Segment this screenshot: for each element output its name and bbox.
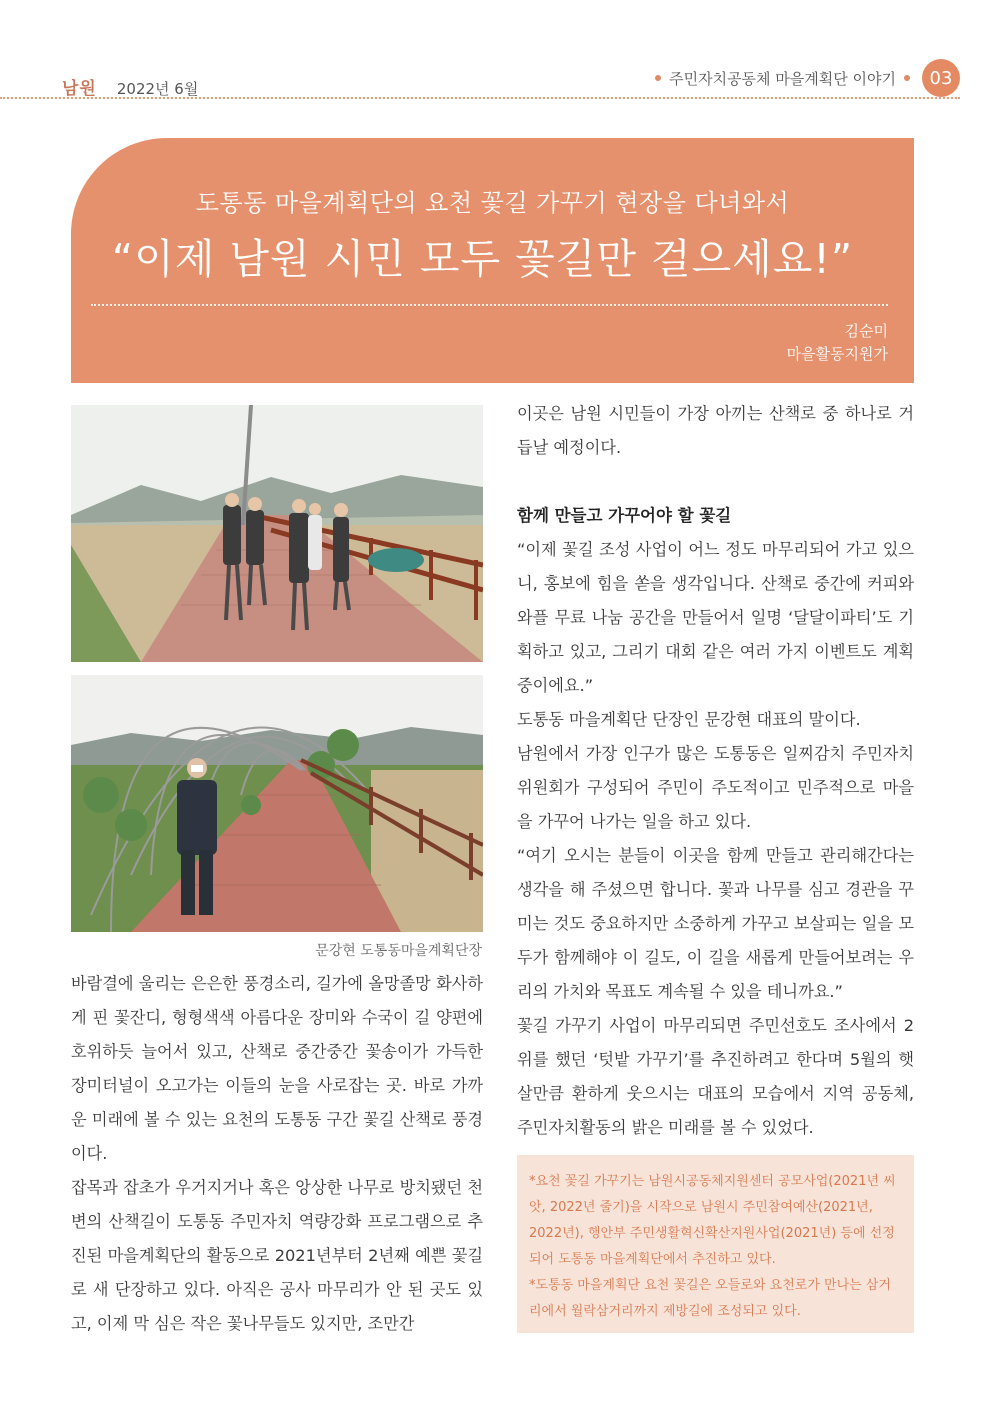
paragraph: 잡목과 잡초가 우거지거나 혹은 앙상한 나무로 방치됐던 천변의 산책길이 도통동 주민자치 역량강화 프로그램으로 추진된 마을계획단의 활동으로 2021년부터 2년째 예쁜 꽃길로 새 단장하고 있다. 아직은 공사 마무리가 안 된 곳도 있고, 이제 막 심은 작은 꽃나무들도 있지만, 조만간 bbox=[71, 1178, 483, 1333]
paragraph: 남원에서 가장 인구가 많은 도통동은 일찌감치 주민자치위원회가 구성되어 주민이 주도적이고 민주적으로 마을을 가꾸어 나가는 일을 하고 있다. bbox=[517, 744, 914, 831]
left-column bbox=[71, 967, 483, 1341]
right-column bbox=[517, 397, 914, 1145]
paragraph: 도통동 마을계획단 단장인 문강현 대표의 말이다. bbox=[517, 710, 861, 729]
author-role: 마을활동지원가 bbox=[786, 345, 888, 363]
notes-box bbox=[517, 1155, 914, 1333]
photo-caption: 문강현 도통동마을계획단장 bbox=[315, 943, 482, 959]
article-subtitle: 도통동 마을계획단의 요천 꽃길 가꾸기 현장을 다녀와서 bbox=[195, 189, 790, 217]
article-headline: “이제 남원 시민 모두 꽃길만 걸으세요!” bbox=[111, 235, 854, 283]
bullet-dot-icon bbox=[655, 75, 661, 81]
photo-group-walkway bbox=[71, 405, 483, 662]
title-banner bbox=[71, 138, 914, 383]
paragraph: 꽃길 가꾸기 사업이 마무리되면 주민선호도 조사에서 2위를 했던 ‘텃밭 가꾸기’를 추진하려고 한다며 5월의 햇살만큼 환하게 웃으시는 대표의 모습에서 지역 공동체, 주민자치활동의 밝은 미래를 볼 수 있었다. bbox=[517, 1016, 914, 1137]
note: *요천 꽃길 가꾸기는 남원시공동체지원센터 공모사업(2021년 씨앗, 2022년 줄기)을 시작으로 남원시 주민참여예산(2021년, 2022년), 행안부 주민생활혁신확산지원사업(2021년) 등에 선정되어 도통동 마을계획단에서 추진하고 있다. bbox=[529, 1174, 896, 1267]
header-divider bbox=[0, 97, 960, 99]
paragraph-spacer bbox=[517, 465, 914, 499]
paragraph: 바람결에 울리는 은은한 풍경소리, 길가에 올망졸망 화사하게 핀 꽃잔디, 형형색색 아름다운 장미와 수국이 길 양편에 호위하듯 늘어서 있고, 산책로 중간중간 꽃송이가 가득한 장미터널이 오고가는 이들의 눈을 사로잡는 곳. 바로 가까운 미래에 볼 수 있는 요천의 도통동 구간 꽃길 산책로 풍경이다. bbox=[71, 974, 483, 1163]
section-title: 주민자치공동체 마을계획단 이야기 bbox=[669, 69, 896, 88]
note: *도통동 마을계획단 요천 꽃길은 오들로와 요천로가 만나는 삼거리에서 월락삼거리까지 제방길에 조성되고 있다. bbox=[529, 1278, 891, 1319]
author-name: 김순미 bbox=[844, 322, 888, 340]
banner-divider bbox=[91, 304, 888, 306]
header-right bbox=[655, 59, 960, 97]
paragraph: “여기 오시는 분들이 이곳을 함께 만들고 관리해간다는 생각을 해 주셨으면 합니다. 꽃과 나무를 심고 경관을 꾸미는 것도 중요하지만 소중하게 가꾸고 보살피는 일을 모두가 함께해야 이 길도, 이 길을 새롭게 만들어보려는 우리의 가치와 목표도 계속될 수 있을 테니까요.” bbox=[517, 846, 914, 1001]
brand-logo: 남원 bbox=[62, 79, 97, 99]
section-heading: 함께 만들고 가꾸어야 할 꽃길 bbox=[517, 506, 732, 525]
paragraph: 이곳은 남원 시민들이 가장 아끼는 산책로 중 하나로 거듭날 예정이다. bbox=[517, 404, 914, 457]
page-number-badge: 03 bbox=[922, 59, 960, 97]
photo-rose-tunnel bbox=[71, 675, 483, 932]
author-block bbox=[787, 320, 888, 366]
bullet-dot-icon bbox=[904, 75, 910, 81]
header-left bbox=[62, 74, 198, 99]
issue-date: 2022년 6월 bbox=[116, 80, 199, 98]
paragraph: “이제 꽃길 조성 사업이 어느 정도 마무리되어 가고 있으니, 홍보에 힘을 쏟을 생각입니다. 산책로 중간에 커피와 와플 무료 나눔 공간을 만들어서 일명 ‘달달이파티’도 기획하고 있고, 그리기 대회 같은 여러 가지 이벤트도 계획 중이에요.” bbox=[517, 540, 914, 695]
